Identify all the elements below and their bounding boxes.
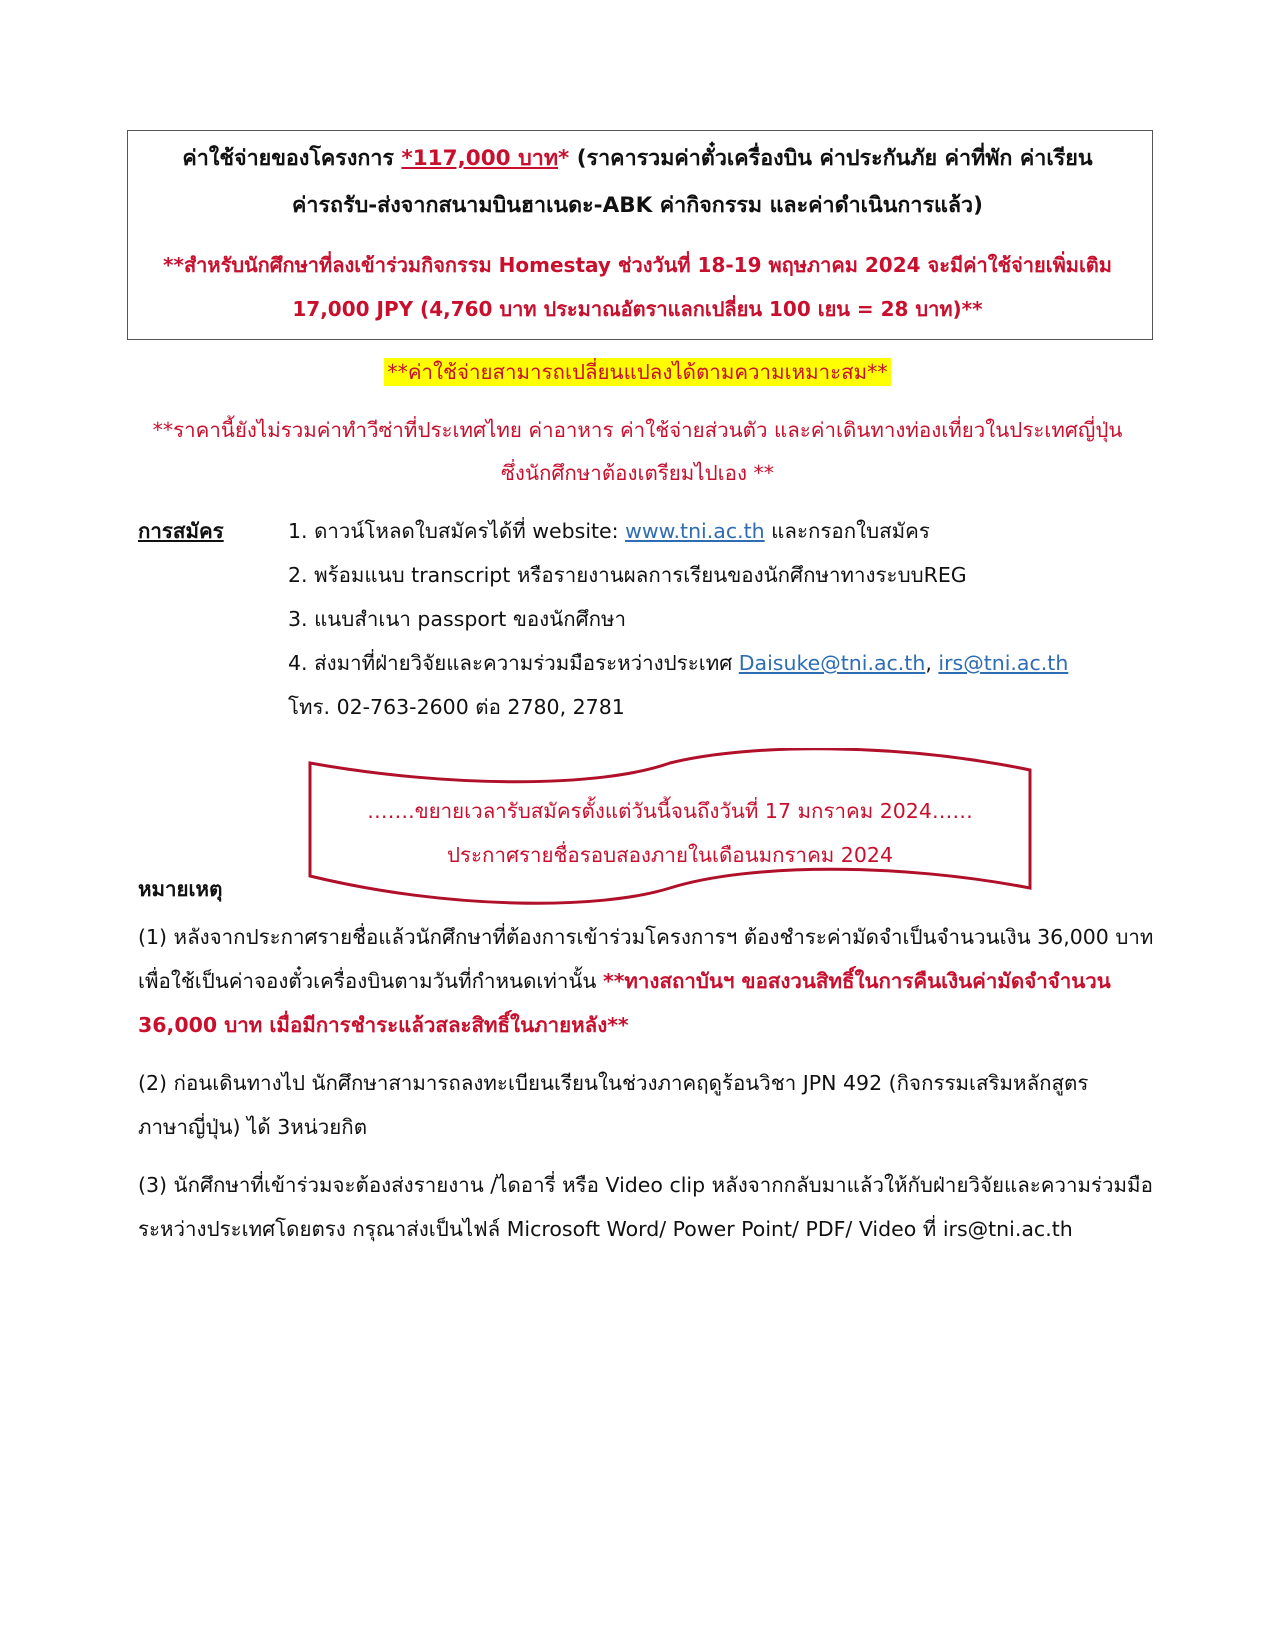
application-step-2: 2. พร้อมแนบ transcript หรือรายงานผลการเรียนของนักศึกษาทางระบบREG xyxy=(288,563,967,587)
application-step-3: 3. แนบสำเนา passport ของนักศึกษา xyxy=(288,607,627,631)
cost-line-1 xyxy=(0,141,1275,175)
note-1-line-1: (1) หลังจากประกาศรายชื่อแล้วนักศึกษาที่ต้องการเข้าร่วมโครงการฯ ต้องชำระค่ามัดจำเป็นจำนวนเงิน 36,000 บาท xyxy=(138,925,1154,949)
step-4-text: 4. ส่งมาที่ฝ่ายวิจัยและความร่วมมือระหว่างประเทศ xyxy=(288,651,739,675)
note-1-refund-policy: **ทางสถาบันฯ ขอสงวนสิทธิ์ในการคืนเงินค่ามัดจำจำนวน xyxy=(602,969,1111,993)
note-1-text: เพื่อใช้เป็นค่าจองตั๋วเครื่องบินตามวันที่กำหนดเท่านั้น xyxy=(138,969,603,993)
email-separator: , xyxy=(925,651,939,675)
notes-heading: หมายเหตุ xyxy=(138,877,223,901)
cost-amount: *117,000 บาท xyxy=(401,146,558,171)
cost-line-2: ค่ารถรับ-ส่งจากสนามบินฮาเนดะ-ABK ค่ากิจกรรม และค่าดำเนินการแล้ว) xyxy=(292,193,983,218)
exclusion-note-line-2: ซึ่งนักศึกษาต้องเตรียมไปเอง ** xyxy=(501,461,774,485)
application-label: การสมัคร xyxy=(138,519,224,543)
highlight-note: **ค่าใช้จ่ายสามารถเปลี่ยนแปลงได้ตามความเหมาะสม** xyxy=(384,358,890,386)
email-link-daisuke[interactable]: Daisuke@tni.ac.th xyxy=(738,651,926,675)
banner-line-1: …….ขยายเวลารับสมัครตั้งแต่วันนี้จนถึงวันที่ 17 มกราคม 2024…… xyxy=(367,799,973,823)
application-step-1 xyxy=(288,515,930,548)
website-link[interactable]: www.tni.ac.th xyxy=(625,519,765,543)
banner-line-2: ประกาศรายชื่อรอบสองภายในเดือนมกราคม 2024 xyxy=(447,843,893,867)
note-2-line-1: (2) ก่อนเดินทางไป นักศึกษาสามารถลงทะเบียนเรียนในช่วงภาคฤดูร้อนวิชา JPN 492 (กิจกรรมเสริมหลักสูตร xyxy=(138,1071,1089,1095)
cost-amount-star: * xyxy=(558,146,570,171)
cost-includes-text: (ราคารวมค่าตั๋วเครื่องบิน ค่าประกันภัย ค่าที่พัก ค่าเรียน xyxy=(569,146,1093,171)
step-1-suffix: และกรอกใบสมัคร xyxy=(764,519,930,543)
note-3-line-2: ระหว่างประเทศโดยตรง กรุณาส่งเป็นไฟล์ Microsoft Word/ Power Point/ PDF/ Video ที่ irs@tni.ac.th xyxy=(138,1217,1073,1241)
step-1-text: 1. ดาวน์โหลดใบสมัครได้ที่ website: xyxy=(288,519,626,543)
cost-label: ค่าใช้จ่ายของโครงการ xyxy=(182,146,402,171)
note-3-line-1: (3) นักศึกษาที่เข้าร่วมจะต้องส่งรายงาน /ไดอารี่ หรือ Video clip หลังจากกลับมาแล้วให้กับฝ่ายวิจัยและความร่วมมือ xyxy=(138,1173,1153,1197)
homestay-line-2: 17,000 JPY (4,760 บาท ประมาณอัตราแลกเปลี่ยน 100 เยน = 28 บาท)** xyxy=(292,297,983,321)
highlight-note-row xyxy=(0,356,1275,389)
homestay-line-1: **สำหรับนักศึกษาที่ลงเข้าร่วมกิจกรรม Homestay ช่วงวันที่ 18-19 พฤษภาคม 2024 จะมีค่าใช้จ่ายเพิ่มเติม xyxy=(163,253,1112,277)
note-1-line-3: 36,000 บาท เมื่อมีการชำระแล้วสละสิทธิ์ในภายหลัง** xyxy=(138,1013,629,1037)
deadline-banner-scroll xyxy=(300,748,1040,913)
application-phone: โทร. 02-763-2600 ต่อ 2780, 2781 xyxy=(288,695,625,719)
note-2-line-2: ภาษาญี่ปุ่น) ได้ 3หน่วยกิต xyxy=(138,1115,368,1139)
application-step-4 xyxy=(288,647,1068,680)
note-1-line-2 xyxy=(138,965,1111,998)
exclusion-note-line-1: **ราคานี้ยังไม่รวมค่าทำวีซ่าที่ประเทศไทย ค่าอาหาร ค่าใช้จ่ายส่วนตัว และค่าเดินทางท่องเที่ยวในประเทศญี่ปุ่น xyxy=(152,418,1123,442)
email-link-irs[interactable]: irs@tni.ac.th xyxy=(938,651,1069,675)
